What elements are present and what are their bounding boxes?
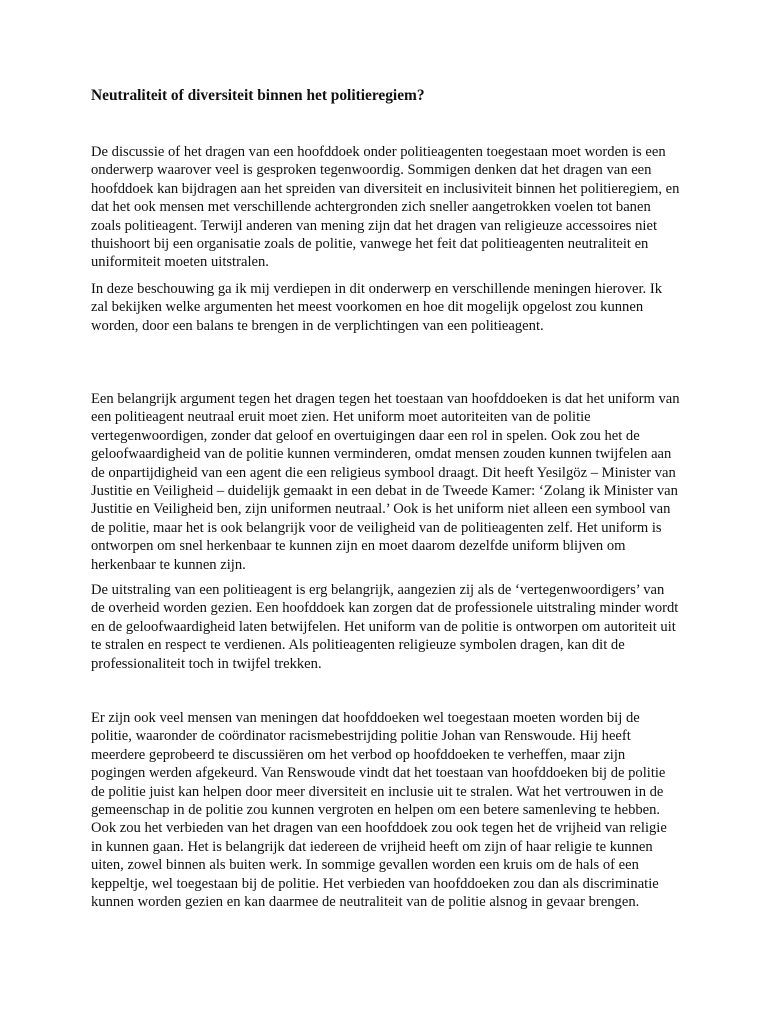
paragraph-scope: In deze beschouwing ga ik mij verdiepen in dit onderwerp en verschillende meningen hierover. Ik zal bekijken welke argumenten het meest voorkomen en hoe dit mogelijk opgelost zou kunnen worden, door een balans te brengen in de verplichtingen van een politieagent. xyxy=(91,281,662,334)
document-title: Neutraliteit of diversiteit binnen het politieregiem? xyxy=(91,87,425,104)
paragraph-argument-neutrality: Een belangrijk argument tegen het dragen tegen het toestaan van hoofddoeken is dat het uniform van een politieagent neutraal eruit moet zien. Het uniform moet autoriteiten van de politie vertegenwoordigen, zonder dat geloof en overtuigingen daar een rol in spelen. Ook zou het de geloofwaardigheid van de politie kunnen verminderen, omdat mensen zouden kunnen twijfelen aan de onpartijdigheid van een agent die een religieus symbool draagt. Dit heeft Yesilgöz – Minister van Justitie en Veiligheid – duidelijk gemaakt in een debat in de Tweede Kamer: ‘Zolang ik Minister van Justitie en Veiligheid ben, zijn uniformen neutraal.’ Ook is het uniform niet alleen een symbool van de politie, maar het is ook belangrijk voor de veiligheid van de politieagenten zelf. Het uniform is ontworpen om snel herkenbaar te kunnen zijn en moet daarom dezelfde uniform blijven om herkenbaar te kunnen zijn. xyxy=(91,391,680,573)
paragraph-intro: De discussie of het dragen van een hoofddoek onder politieagenten toegestaan moet worden is een onderwerp waarover veel is gesproken tegenwoordig. Sommigen denken dat het dragen van een hoofddoek kan bijdragen aan het spreiden van diversiteit en inclusiviteit binnen het politieregiem, en dat het ook mensen met verschillende achtergronden zich sneller aangetrokken voelen tot banen zoals politieagent. Terwijl anderen van mening zijn dat het dragen van religieuze accessoires niet thuishoort bij een organisatie zoals de politie, vanwege het feit dat politieagenten neutraliteit en uniformiteit moeten uitstralen. xyxy=(91,144,680,271)
paragraph-argument-diversity: Er zijn ook veel mensen van meningen dat hoofddoeken wel toegestaan moeten worden bij de politie, waaronder de coördinator racismebestrijding politie Johan van Renswoude. Hij heeft meerdere geprobeerd te discussiëren om het verbod op hoofddoeken te verheffen, maar zijn pogingen werden afgekeurd. Van Renswoude vindt dat het toestaan van hoofddoeken bij de politie de politie juist kan helpen door meer diversiteit en inclusie uit te stralen. Wat het vertrouwen in de gemeenschap in de politie zou kunnen vergroten en helpen om een betere samenleving te hebben. Ook zou het verbieden van het dragen van een hoofddoek zou ook tegen het de vrijheid van religie in kunnen gaan. Het is belangrijk dat iedereen de vrijheid heeft om zijn of haar religie te kunnen uiten, zowel binnen als buiten werk. In sommige gevallen worden een kruis om de hals of een keppeltje, wel toegestaan bij de politie. Het verbieden van hoofddoeken zou dan als discriminatie kunnen worden gezien en kan daarmee de neutraliteit van de politie alsnog in gevaar brengen. xyxy=(91,710,667,911)
document-page xyxy=(91,86,681,911)
paragraph-argument-appearance: De uitstraling van een politieagent is erg belangrijk, aangezien zij als de ‘vertegenwoordigers’ van de overheid worden gezien. Een hoofddoek kan zorgen dat de professionele uitstraling minder wordt en de geloofwaardigheid laten betwijfelen. Het uniform van de politie is ontworpen om autoriteit uit te stralen en respect te verdienen. Als politieagenten religieuze symbolen dragen, kan dit de professionaliteit toch in twijfel trekken. xyxy=(91,582,679,672)
